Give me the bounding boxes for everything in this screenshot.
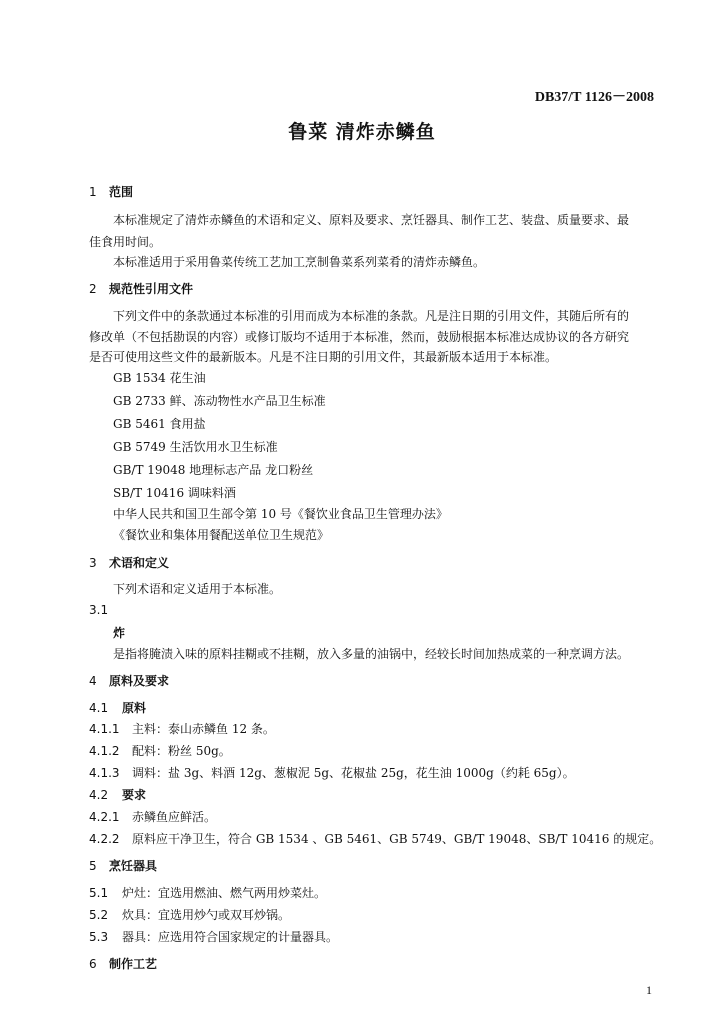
list-item <box>89 808 216 825</box>
item-number: 4.1.3 <box>89 766 120 780</box>
list-item <box>89 884 326 901</box>
reference-item: SB/T 10416 调味料酒 <box>113 486 236 500</box>
paragraph-line: 是否可使用这些文件的最新版本。凡是不注日期的引用文件，其最新版本适用于本标准。 <box>89 350 558 364</box>
section-1-heading <box>89 183 133 200</box>
subsection-number: 4.2 <box>89 788 109 802</box>
list-item <box>89 830 661 847</box>
paragraph-line: 下列术语和定义适用于本标准。 <box>113 582 282 596</box>
subsection-number: 4.1 <box>89 701 109 715</box>
list-item <box>89 720 275 737</box>
section-3-heading <box>89 554 169 571</box>
section-title: 烹饪器具 <box>109 859 158 873</box>
section-title: 制作工艺 <box>109 957 158 971</box>
list-item <box>89 928 338 945</box>
section-number: 2 <box>89 282 97 296</box>
section-number: 3 <box>89 556 97 570</box>
section-number: 6 <box>89 957 97 971</box>
item-text: 主料：泰山赤鳞鱼 12 条。 <box>132 722 275 736</box>
reference-item: GB/T 19048 地理标志产品 龙口粉丝 <box>113 463 314 477</box>
paragraph-line: 佳食用时间。 <box>89 235 162 249</box>
reference-item: GB 5461 食用盐 <box>113 417 206 431</box>
term-name: 炸 <box>113 626 126 640</box>
item-number: 4.1.1 <box>89 722 120 736</box>
subsection-4-2-heading <box>89 786 146 803</box>
section-title: 范围 <box>109 185 134 199</box>
list-item <box>89 742 231 759</box>
subsection-4-1-heading <box>89 699 146 716</box>
item-text: 炉灶：宜选用燃油、燃气两用炒菜灶。 <box>122 886 327 900</box>
section-6-heading <box>89 955 157 972</box>
item-number: 4.2.2 <box>89 832 120 846</box>
subsection-title: 原料 <box>122 701 147 715</box>
list-item <box>89 764 575 781</box>
reference-item: GB 1534 花生油 <box>113 371 206 385</box>
section-5-heading <box>89 857 157 874</box>
standard-code: DB37/T 1126－2008 <box>534 90 654 105</box>
paragraph-line: 本标准规定了清炸赤鳞鱼的术语和定义、原料及要求、烹饪器具、制作工艺、装盘、质量要求、最 <box>113 213 630 227</box>
section-title: 原料及要求 <box>109 674 170 688</box>
section-number: 1 <box>89 185 97 199</box>
paragraph-line: 修改单（不包括勘误的内容）或修订版均不适用于本标准，然而，鼓励根据本标准达成协议的各方研究 <box>89 330 630 344</box>
item-text: 炊具：宜选用炒勺或双耳炒锅。 <box>122 908 291 922</box>
term-number: 3.1 <box>89 603 109 617</box>
subsection-title: 要求 <box>122 788 147 802</box>
section-4-heading <box>89 672 169 689</box>
reference-item: 《餐饮业和集体用餐配送单位卫生规范》 <box>113 528 330 542</box>
list-item <box>89 906 290 923</box>
term-definition: 是指将腌渍入味的原料挂糊或不挂糊，放入多量的油锅中，经较长时间加热成菜的一种烹调方法。 <box>113 647 630 661</box>
paragraph-line: 下列文件中的条款通过本标准的引用而成为本标准的条款。凡是注日期的引用文件，其随后所有的 <box>113 309 630 323</box>
item-text: 赤鳞鱼应鲜活。 <box>132 810 217 824</box>
item-number: 4.2.1 <box>89 810 120 824</box>
reference-item: 中华人民共和国卫生部令第 10 号《餐饮业食品卫生管理办法》 <box>113 507 448 521</box>
section-title: 术语和定义 <box>109 556 170 570</box>
item-text: 配料：粉丝 50g。 <box>132 744 231 758</box>
section-number: 4 <box>89 674 97 688</box>
item-text: 调料：盐 3g、料酒 12g、葱椒泥 5g、花椒盐 25g，花生油 1000g（约耗 65g）。 <box>132 766 575 780</box>
reference-item: GB 5749 生活饮用水卫生标准 <box>113 440 278 454</box>
item-number: 5.3 <box>89 930 109 944</box>
paragraph-line: 本标准适用于采用鲁菜传统工艺加工烹制鲁菜系列菜肴的清炸赤鳞鱼。 <box>113 255 486 269</box>
page-title: 鲁菜 清炸赤鳞鱼 <box>288 121 436 143</box>
item-number: 5.1 <box>89 886 109 900</box>
section-2-heading <box>89 280 193 297</box>
item-number: 5.2 <box>89 908 109 922</box>
item-text: 原料应干净卫生，符合 GB 1534 、GB 5461、GB 5749、GB/T 19048、SB/T 10416 的规定。 <box>132 832 662 846</box>
section-number: 5 <box>89 859 97 873</box>
section-title: 规范性引用文件 <box>109 282 194 296</box>
page-number: 1 <box>646 983 652 997</box>
item-text: 器具：应选用符合国家规定的计量器具。 <box>122 930 339 944</box>
reference-item: GB 2733 鲜、冻动物性水产品卫生标准 <box>113 394 326 408</box>
item-number: 4.1.2 <box>89 744 120 758</box>
